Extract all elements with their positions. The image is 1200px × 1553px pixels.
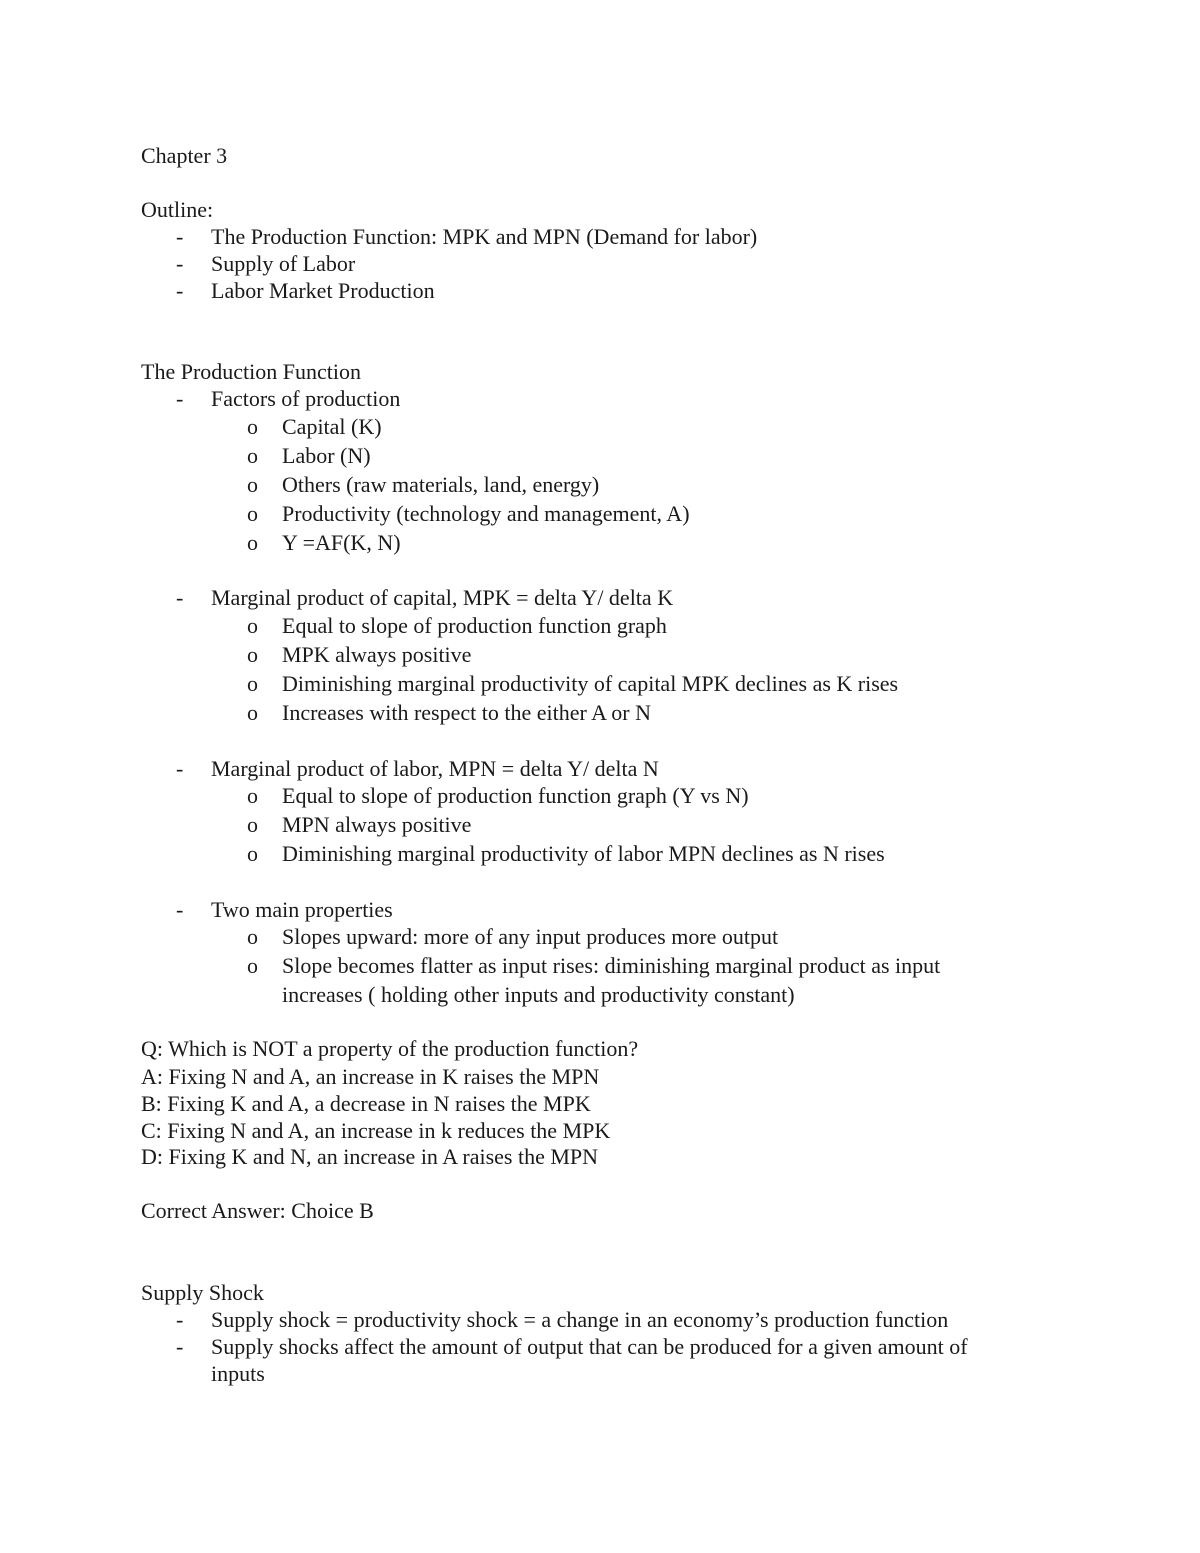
sub-item: MPN always positive	[282, 812, 472, 837]
choice-a: A: Fixing N and A, an increase in K raises the MPN	[141, 1064, 600, 1089]
sub-item: Increases with respect to the either A or N	[282, 700, 651, 725]
sub-item: Slopes upward: more of any input produces more output	[282, 924, 779, 949]
list-item: Two main properties	[211, 897, 393, 922]
dash-marker: -	[176, 224, 184, 249]
dash-marker: -	[176, 756, 184, 781]
bullet-marker: o	[247, 472, 258, 497]
bullet-marker: o	[247, 924, 258, 949]
dash-marker: -	[176, 1334, 184, 1359]
sub-item: Equal to slope of production function graph (Y vs N)	[282, 783, 749, 808]
bullet-marker: o	[247, 530, 258, 555]
bullet-marker: o	[247, 443, 258, 468]
section-heading: The Production Function	[141, 359, 361, 384]
dash-marker: -	[176, 278, 184, 303]
dash-marker: -	[176, 897, 184, 922]
choice-c: C: Fixing N and A, an increase in k reduces the MPK	[141, 1118, 611, 1143]
chapter-title: Chapter 3	[141, 143, 228, 168]
sub-item: Diminishing marginal productivity of labor MPN declines as N rises	[282, 841, 885, 866]
dash-marker: -	[176, 251, 184, 276]
choice-d: D: Fixing K and N, an increase in A raises the MPN	[141, 1144, 599, 1169]
section-heading: Supply Shock	[141, 1280, 264, 1305]
bullet-marker: o	[247, 700, 258, 725]
question-text: Q: Which is NOT a property of the production function?	[141, 1036, 639, 1061]
dash-marker: -	[176, 585, 184, 610]
sub-item: Capital (K)	[282, 414, 382, 439]
sub-item: Diminishing marginal productivity of capital MPK declines as K rises	[282, 671, 899, 696]
list-item: Supply shock = productivity shock = a change in an economy’s production function	[211, 1307, 949, 1332]
bullet-marker: o	[247, 812, 258, 837]
list-item-continued: inputs	[211, 1361, 265, 1386]
bullet-marker: o	[247, 841, 258, 866]
bullet-marker: o	[247, 783, 258, 808]
sub-item: Slope becomes flatter as input rises: diminishing marginal product as input	[282, 953, 941, 978]
bullet-marker: o	[247, 414, 258, 439]
list-item: Marginal product of capital, MPK = delta Y/ delta K	[211, 585, 674, 610]
bullet-marker: o	[247, 613, 258, 638]
bullet-marker: o	[247, 642, 258, 667]
sub-item-continued: increases ( holding other inputs and productivity constant)	[282, 982, 795, 1007]
sub-item: Productivity (technology and management, A)	[282, 501, 690, 526]
outline-heading: Outline:	[141, 197, 214, 222]
bullet-marker: o	[247, 671, 258, 696]
list-item: Marginal product of labor, MPN = delta Y/ delta N	[211, 756, 659, 781]
bullet-marker: o	[247, 501, 258, 526]
list-item: Supply shocks affect the amount of output that can be produced for a given amount of	[211, 1334, 968, 1359]
outline-item: Labor Market Production	[211, 278, 435, 303]
outline-item: Supply of Labor	[211, 251, 356, 276]
sub-item: Others (raw materials, land, energy)	[282, 472, 600, 497]
sub-item: Y =AF(K, N)	[282, 530, 401, 555]
dash-marker: -	[176, 1307, 184, 1332]
sub-item: Equal to slope of production function graph	[282, 613, 667, 638]
bullet-marker: o	[247, 953, 258, 978]
sub-item: MPK always positive	[282, 642, 472, 667]
choice-b: B: Fixing K and A, a decrease in N raises the MPK	[141, 1091, 591, 1116]
outline-item: The Production Function: MPK and MPN (Demand for labor)	[211, 224, 758, 249]
list-item: Factors of production	[211, 386, 401, 411]
dash-marker: -	[176, 386, 184, 411]
correct-answer: Correct Answer: Choice B	[141, 1198, 374, 1223]
sub-item: Labor (N)	[282, 443, 371, 468]
